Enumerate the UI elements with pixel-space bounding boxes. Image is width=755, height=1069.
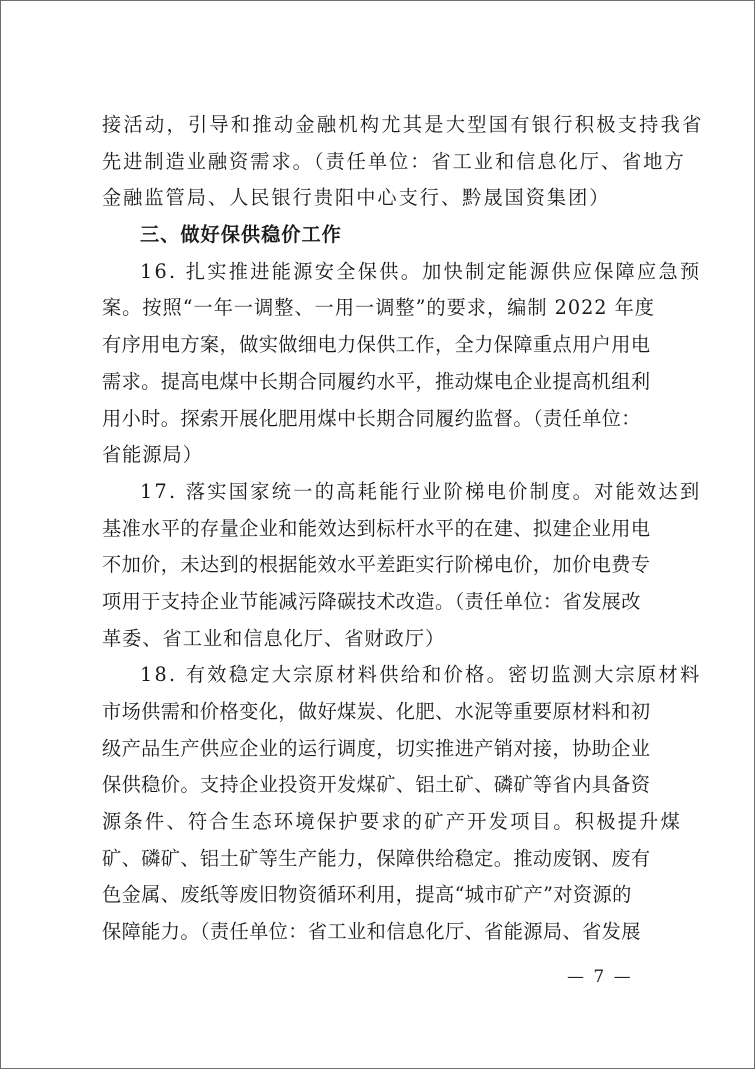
text-line: 用小时。探索开展化肥用煤中长期合同履约监督。（责任单位： [102,406,641,430]
text-line: 省能源局） [102,443,203,467]
text-line: 项用于支持企业节能减污降碳技术改造。（责任单位：省发展改 [102,589,641,613]
text-line: 先进制造业融资需求。（责任单位：省工业和信息化厅、省地方 [102,149,686,173]
document-body [102,107,704,951]
text-line: 18. 有效稳定大宗原材料供给和价格。密切监测大宗原材料 [140,663,702,687]
text-line: 案。按照“一年一调整、一用一调整”的要求，编制 2022 年度 [102,296,655,320]
text-line: 市场供需和价格变化，做好煤炭、化肥、水泥等重要原材料和初 [102,700,651,723]
text-line: 16. 扎实推进能源安全保供。加快制定能源供应保障应急预 [140,259,702,283]
page-number: — 7 — [567,967,633,987]
text-line: 色金属、废纸等废旧物资循环利用，提高“城市矿产”对资源的 [102,883,632,907]
text-line: 17. 落实国家统一的高耗能行业阶梯电价制度。对能效达到 [140,479,702,503]
text-line: 保障能力。（责任单位：省工业和信息化厅、省能源局、省发展 [102,920,641,944]
text-line: 接活动，引导和推动金融机构尤其是大型国有银行积极支持我省 [102,113,704,136]
section-heading: 三、做好保供稳价工作 [140,223,342,247]
text-line: 源条件、符合生态环境保护要求的矿产开发项目。积极提升煤 [102,810,683,834]
text-line: 矿、磷矿、铝土矿等生产能力，保障供给稳定。推动废钢、废有 [102,846,651,870]
text-line: 不加价，未达到的根据能效水平差距实行阶梯电价，加价电费专 [102,553,651,577]
text-line: 需求。提高电煤中长期合同履约水平，推动煤电企业提高机组利 [102,369,651,393]
text-line: 保供稳价。支持企业投资开发煤矿、铝土矿、磷矿等省内具备资 [102,773,651,797]
text-line: 基准水平的存量企业和能效达到标杆水平的在建、拟建企业用电 [102,516,651,540]
text-line: 革委、省工业和信息化厅、省财政厅） [102,626,446,650]
text-line: 有序用电方案，做实做细电力保供工作，全力保障重点用户用电 [102,333,651,357]
text-line: 级产品生产供应企业的运行调度，切实推进产销对接，协助企业 [102,736,651,760]
text-line: 金融监管局、人民银行贵阳中心支行、黔晟国资集团） [102,186,611,210]
